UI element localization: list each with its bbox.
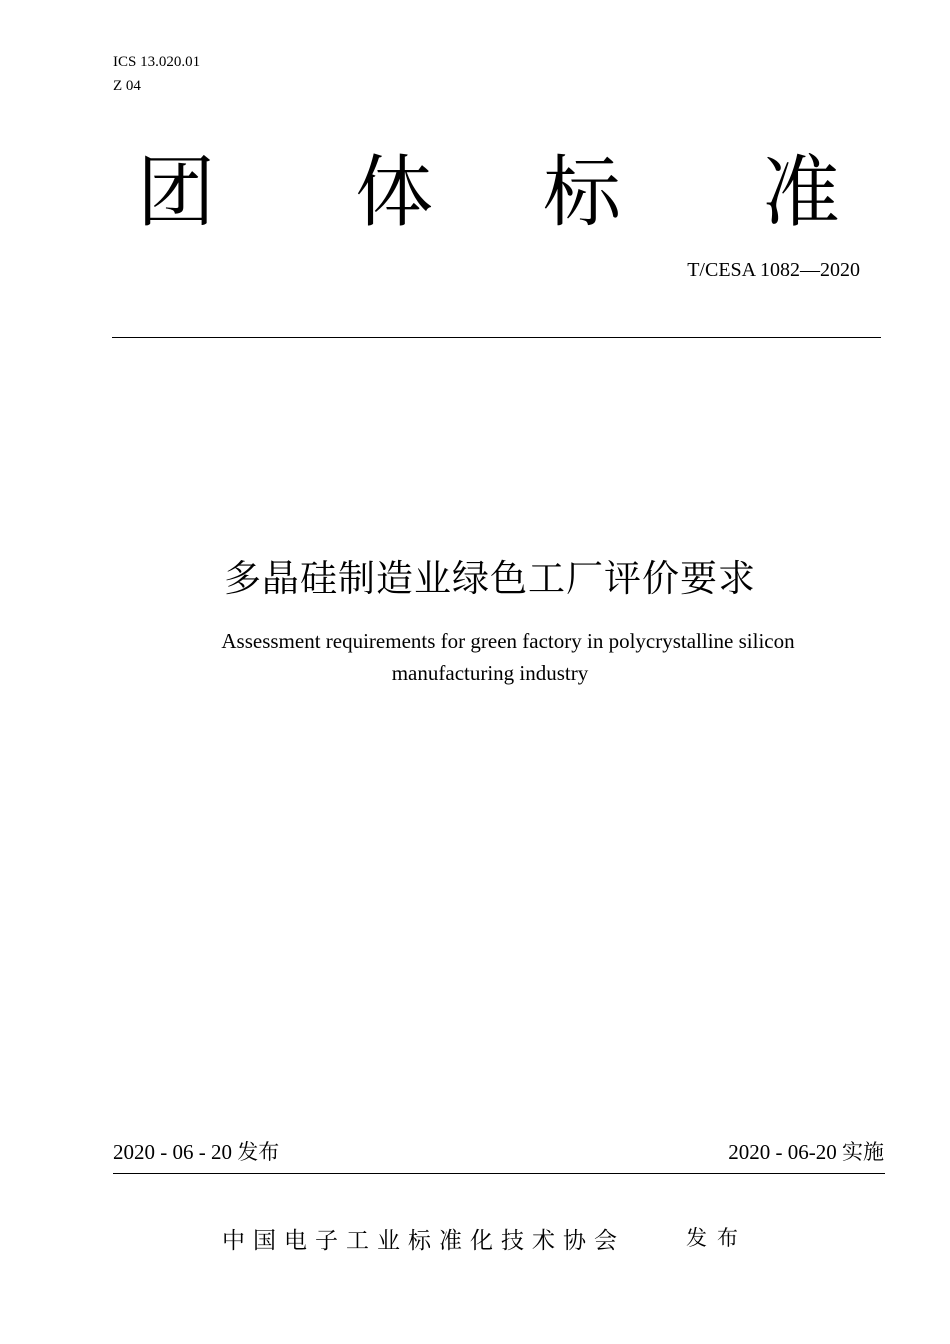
issue-date: 2020 - 06 - 20 发布: [113, 1140, 280, 1164]
title-english-line2: manufacturing industry: [391, 661, 589, 685]
doc-type-char-1: 团: [137, 148, 216, 238]
classification-codes: [113, 50, 200, 98]
doc-type-char-2: 体: [355, 148, 434, 238]
doc-type-char-4: 准: [762, 148, 841, 238]
standard-number: T/CESA 1082—2020: [687, 259, 860, 281]
ics-code: ICS 13.020.01: [113, 54, 201, 70]
ccs-code: Z 04: [113, 78, 141, 94]
publisher-organization: 中国电子工业标准化技术协会: [222, 1228, 625, 1254]
publish-label: 发布: [686, 1226, 748, 1250]
title-chinese: 多晶硅制造业绿色工厂评价要求: [224, 557, 756, 600]
title-english-line1: Assessment requirements for green factory in polycrystalline silicon: [221, 629, 795, 653]
top-divider: [112, 337, 881, 338]
doc-type-char-3: 标: [543, 148, 622, 238]
bottom-divider: [113, 1173, 885, 1174]
implementation-date: 2020 - 06-20 实施: [728, 1140, 884, 1164]
